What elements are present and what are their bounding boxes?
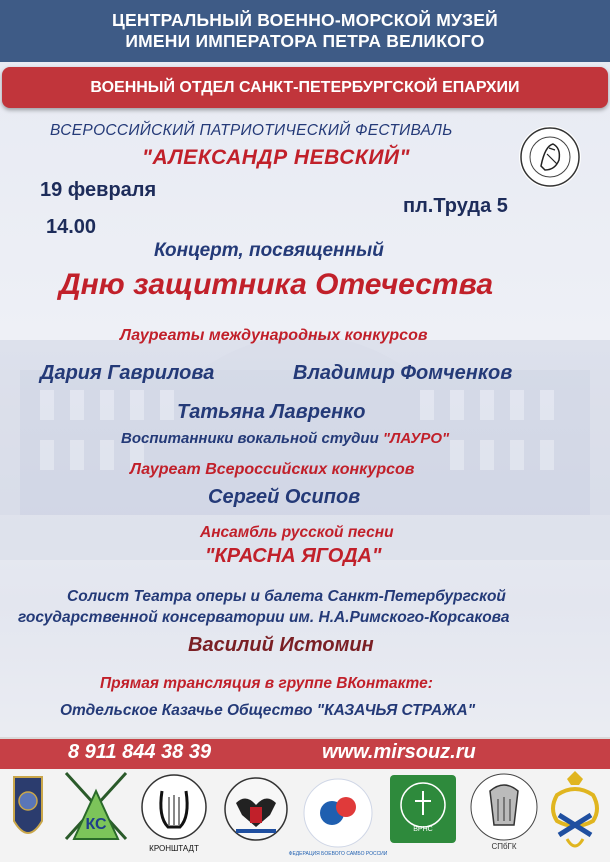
performer-osipov: Сергей Осипов xyxy=(208,486,361,508)
museum-name-line2: ИМЕНИ ИМПЕРАТОРА ПЕТРА ВЕЛИКОГО xyxy=(125,31,485,51)
festival-type: ВСЕРОССИЙСКИЙ ПАТРИОТИЧЕСКИЙ ФЕСТИВАЛЬ xyxy=(50,122,453,139)
broadcast-line1: Прямая трансляция в группе ВКонтакте: xyxy=(100,675,433,692)
department-banner: ВОЕННЫЙ ОТДЕЛ САНКТ-ПЕТЕРБУРГСКОЙ ЕПАРХИИ xyxy=(2,67,608,108)
museum-header xyxy=(0,0,610,62)
kc-crossed-sabres-logo-icon xyxy=(60,769,132,854)
spgk-logo-text: СПбГК xyxy=(491,842,517,851)
performer-fomchenkov: Владимир Фомченков xyxy=(293,362,513,384)
concert-intro: Концерт, посвященный xyxy=(154,240,384,261)
studio-name: "ЛАУРО" xyxy=(382,430,450,447)
performer-lavrenko: Татьяна Лавренко xyxy=(177,401,366,423)
event-place: пл.Труда 5 xyxy=(403,195,508,217)
kronstadt-logo-text: КРОНШТАДТ xyxy=(149,844,199,853)
museum-name-line1: ЦЕНТРАЛЬНЫЙ ВОЕННО-МОРСКОЙ МУЗЕЙ xyxy=(112,10,498,30)
website-link[interactable]: www.mirsouz.ru xyxy=(322,741,476,763)
vrns-logo-icon xyxy=(388,769,460,849)
phone-number: 8 911 844 38 39 xyxy=(68,741,212,763)
sambo-federation-logo-icon xyxy=(288,769,388,859)
holiday-title: Дню защитника Отечества xyxy=(59,268,494,301)
st-petersburg-crest-icon xyxy=(545,769,605,859)
ensemble-label: Ансамбль русской песни xyxy=(200,524,394,541)
sponsor-logos-strip xyxy=(0,769,610,862)
event-date: 19 февраля xyxy=(40,179,157,201)
intl-laureates-label: Лауреаты международных конкурсов xyxy=(120,327,428,344)
studio-line xyxy=(121,430,449,447)
ensemble-name: "КРАСНА ЯГОДА" xyxy=(205,545,382,567)
contact-bar xyxy=(0,737,610,771)
shield-emblem-icon xyxy=(8,769,48,849)
vrns-logo-text: ВРНС xyxy=(413,826,433,833)
kc-logo-text: КС xyxy=(85,816,107,833)
alexander-nevsky-emblem-icon xyxy=(519,126,581,188)
conservatory-logo-icon xyxy=(468,769,540,854)
performer-istomin: Василий Истомин xyxy=(188,634,374,656)
soloist-line2: государственной консерватории им. Н.А.Римского-Корсакова xyxy=(18,609,510,626)
national-laureate-label: Лауреат Всероссийских конкурсов xyxy=(130,461,415,478)
sambo-logo-text: ФЕДЕРАЦИЯ БОЕВОГО САМБО РОССИИ xyxy=(288,851,388,857)
kronstadt-lyre-logo-icon xyxy=(138,769,210,854)
studio-label: Воспитанники вокальной студии xyxy=(121,430,383,447)
festival-name: "АЛЕКСАНДР НЕВСКИЙ" xyxy=(142,146,410,169)
event-time: 14.00 xyxy=(46,216,97,238)
double-headed-eagle-logo-icon xyxy=(222,769,290,854)
broadcast-line2: Отдельское Казачье Общество "КАЗАЧЬЯ СТРАЖА" xyxy=(60,702,476,719)
performer-gavrilova: Дария Гаврилова xyxy=(40,362,215,384)
soloist-line1: Солист Театра оперы и балета Санкт-Петербургской xyxy=(67,588,506,605)
